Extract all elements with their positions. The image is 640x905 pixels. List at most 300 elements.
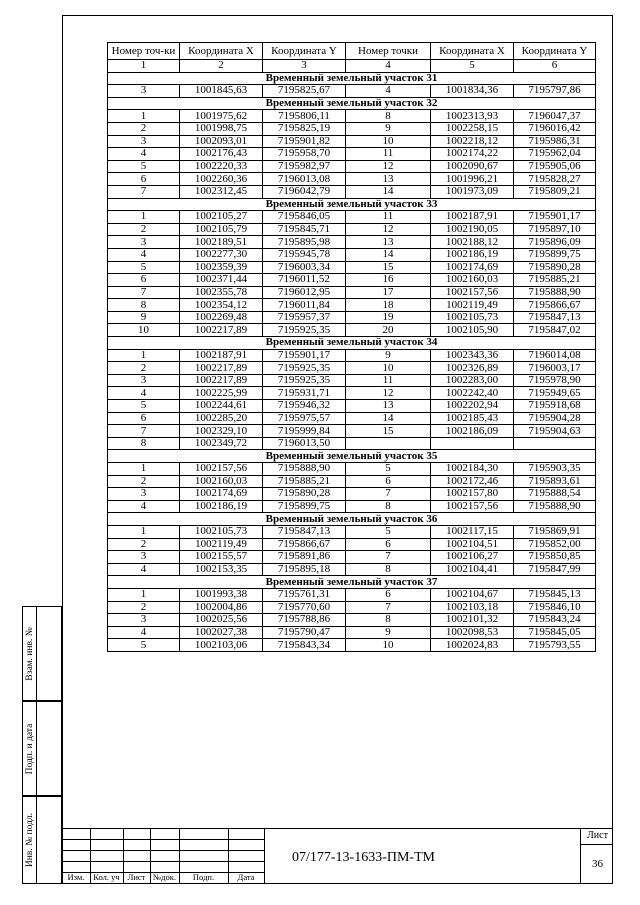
table-cell: 19 [346,311,431,324]
table-cell: 7195845,71 [263,223,346,236]
table-cell: 7195845,05 [514,626,596,639]
table-cell: 10 [346,639,431,652]
table-cell: 1002093,01 [180,135,263,148]
sidebar-podp-label: Подп. и дата [24,723,35,774]
table-cell: 1001996,21 [431,173,514,186]
table-cell: 7195946,32 [263,400,346,413]
stamp-label-podp: Подп. [192,872,215,882]
table-cell: 1002184,30 [431,463,514,476]
table-cell: 1002326,89 [431,362,514,375]
table-cell: 7195806,11 [263,110,346,123]
document-code: 07/177-13-1633-ПМ-ТМ [292,850,435,865]
table-row [108,122,596,135]
table-cell: 7195843,24 [514,614,596,627]
table-cell: 7195850,85 [514,551,596,564]
table-cell: 1 [108,525,180,538]
table-cell: 7195957,37 [263,311,346,324]
table-cell: 4 [108,500,180,513]
table-cell: 1002371,44 [180,274,263,287]
table-row [108,626,596,639]
table-cell: 7195845,13 [514,588,596,601]
table-cell: 12 [346,160,431,173]
table-cell: 7195825,67 [263,85,346,98]
table-cell: 11 [346,211,431,224]
table-cell: 7195897,10 [514,223,596,236]
section-title: Временный земельный участок 31 [108,72,596,85]
table-cell: 13 [346,236,431,249]
column-number-row [108,60,596,73]
table-cell: 4 [108,148,180,161]
table-cell: 7195949,65 [514,387,596,400]
table-cell: 1002217,89 [180,324,263,337]
column-number: 1 [108,60,180,73]
stamp-label-ndok: №док. [153,872,176,882]
table-cell: 7195790,47 [263,626,346,639]
table-cell: 1002188,12 [431,236,514,249]
table-row [108,601,596,614]
table-cell: 17 [346,286,431,299]
table-cell: 7195852,00 [514,538,596,551]
table-cell: 1002090,67 [431,160,514,173]
section-title: Временный земельный участок 32 [108,97,596,110]
table-cell: 1002187,91 [431,211,514,224]
table-row [108,311,596,324]
column-header: Координата X [180,43,263,60]
table-cell: 7 [108,425,180,438]
table-cell: 1002189,51 [180,236,263,249]
table-cell: 1002187,91 [180,349,263,362]
table-cell: 7195847,13 [514,311,596,324]
table-cell: 7195895,98 [263,236,346,249]
table-row [108,437,596,450]
table-cell: 1002105,90 [431,324,514,337]
table-cell: 1002103,18 [431,601,514,614]
table-cell: 7196011,84 [263,299,346,312]
table-cell: 1002117,15 [431,525,514,538]
table-cell: 7195885,21 [263,475,346,488]
table-cell: 1002025,56 [180,614,263,627]
table-cell: 1002277,30 [180,248,263,261]
section-row [108,97,596,110]
table-cell: 1002119,49 [431,299,514,312]
table-cell: 7196042,79 [263,185,346,198]
table-cell: 1002186,09 [431,425,514,438]
table-cell: 1002225,99 [180,387,263,400]
table-cell: 7195975,57 [263,412,346,425]
table-row [108,551,596,564]
table-cell: 7195901,82 [263,135,346,148]
table-cell: 13 [346,173,431,186]
table-cell: 1002313,93 [431,110,514,123]
table-cell: 10 [108,324,180,337]
table-cell: 3 [108,135,180,148]
table-cell: 1002354,12 [180,299,263,312]
stamp-label-data: Дата [237,872,255,882]
table-cell: 11 [346,148,431,161]
table-cell: 7195809,21 [514,185,596,198]
sheet-label: Лист [587,830,608,841]
sidebar-inv-label: Инв. № подл. [24,812,35,868]
table-cell: 7195846,05 [263,211,346,224]
table-row [108,173,596,186]
table-cell: 7196047,37 [514,110,596,123]
column-number: 5 [431,60,514,73]
table-cell: 7195770,60 [263,601,346,614]
table-cell: 7195986,31 [514,135,596,148]
table-cell: 8 [108,437,180,450]
table-cell: 7195761,31 [263,588,346,601]
table-cell: 6 [108,173,180,186]
stamp-label-kol: Кол. уч [93,872,120,882]
table-cell: 1 [108,463,180,476]
table-cell: 7196003,34 [263,261,346,274]
section-title: Временный земельный участок 36 [108,513,596,526]
table-cell: 3 [108,551,180,564]
table-cell: 7195847,13 [263,525,346,538]
header-row [108,43,596,60]
section-row [108,513,596,526]
table-cell: 20 [346,324,431,337]
table-cell: 1 [108,110,180,123]
table-cell: 7195896,09 [514,236,596,249]
table-cell: 7195793,55 [514,639,596,652]
table-cell: 1002155,57 [180,551,263,564]
table-cell: 2 [108,601,180,614]
table-cell: 2 [108,538,180,551]
sidebar-inv-cell [22,796,62,884]
table-cell: 7195847,99 [514,563,596,576]
section-title: Временный земельный участок 35 [108,450,596,463]
section-row [108,450,596,463]
table-cell: 1002176,43 [180,148,263,161]
table-cell: 11 [346,374,431,387]
table-cell: 1002343,36 [431,349,514,362]
table-cell: 1 [108,349,180,362]
table-cell: 7195958,70 [263,148,346,161]
table-cell: 5 [346,463,431,476]
table-row [108,110,596,123]
table-cell: 2 [108,223,180,236]
sidebar-podp-cell [22,701,62,796]
table-row [108,160,596,173]
table-cell: 7195866,67 [514,299,596,312]
table-row [108,286,596,299]
table-cell: 1002258,15 [431,122,514,135]
table-cell: 4 [346,85,431,98]
table-row [108,324,596,337]
table-cell: 1002027,38 [180,626,263,639]
table-row [108,374,596,387]
table-cell: 7195962,04 [514,148,596,161]
column-number: 2 [180,60,263,73]
table-cell: 3 [108,85,180,98]
table-cell: 7195931,71 [263,387,346,400]
table-cell: 13 [346,400,431,413]
table-cell: 7195893,61 [514,475,596,488]
table-cell: 7196013,50 [263,437,346,450]
table-row [108,538,596,551]
table-cell: 12 [346,223,431,236]
table-cell: 7195885,21 [514,274,596,287]
table-cell: 7196014,08 [514,349,596,362]
table-cell: 7195982,97 [263,160,346,173]
table-row [108,588,596,601]
table-cell: 7 [346,488,431,501]
section-row [108,337,596,350]
table-cell: 1002153,35 [180,563,263,576]
table-cell: 9 [108,311,180,324]
table-cell: 7195925,35 [263,324,346,337]
table-cell: 10 [346,135,431,148]
table-cell: 7195904,28 [514,412,596,425]
table-cell: 1002106,27 [431,551,514,564]
table-cell [514,437,596,450]
table-cell: 7 [108,185,180,198]
table-cell: 8 [346,500,431,513]
table-row [108,148,596,161]
column-header: Номер точки [346,43,431,60]
table-cell: 1002185,43 [431,412,514,425]
table-row [108,639,596,652]
table-row [108,299,596,312]
section-title: Временный земельный участок 37 [108,576,596,589]
table-cell [431,437,514,450]
table-row [108,85,596,98]
table-cell: 1002217,89 [180,362,263,375]
table-cell: 1002174,69 [431,261,514,274]
section-row [108,576,596,589]
table-cell: 7195888,90 [514,286,596,299]
table-cell: 7195925,35 [263,362,346,375]
table-cell: 8 [346,110,431,123]
table-cell: 7195797,86 [514,85,596,98]
table-cell: 15 [346,425,431,438]
table-cell: 1002269,48 [180,311,263,324]
table-cell: 15 [346,261,431,274]
table-cell: 8 [346,563,431,576]
table-cell: 1002004,86 [180,601,263,614]
table-cell: 1002098,53 [431,626,514,639]
table-cell: 7195888,54 [514,488,596,501]
table-cell: 7195847,02 [514,324,596,337]
table-row [108,488,596,501]
section-row [108,198,596,211]
table-cell: 1001973,09 [431,185,514,198]
table-row [108,525,596,538]
table-cell: 1002172,46 [431,475,514,488]
table-row [108,362,596,375]
table-cell: 7195904,63 [514,425,596,438]
table-cell: 1002104,41 [431,563,514,576]
stamp-label-izm: Изм. [67,872,85,882]
table-cell: 14 [346,185,431,198]
table-cell: 10 [346,362,431,375]
table-cell: 9 [346,626,431,639]
table-cell: 1002157,56 [180,463,263,476]
title-block [62,828,613,884]
table-cell: 7195901,17 [514,211,596,224]
table-cell: 1002174,22 [431,148,514,161]
table-cell: 1002244,61 [180,400,263,413]
column-number: 4 [346,60,431,73]
table-row [108,248,596,261]
table-cell: 7195888,90 [514,500,596,513]
table-cell: 7195846,10 [514,601,596,614]
table-cell: 5 [108,400,180,413]
table-cell: 1002218,12 [431,135,514,148]
table-cell: 16 [346,274,431,287]
table-cell: 7195843,34 [263,639,346,652]
table-cell: 8 [346,614,431,627]
table-cell: 7196012,95 [263,286,346,299]
table-cell: 5 [108,261,180,274]
table-cell: 14 [346,248,431,261]
table-row [108,135,596,148]
table-cell: 1002105,73 [180,525,263,538]
revision-grid [62,828,264,884]
table-row [108,236,596,249]
table-cell: 12 [346,387,431,400]
table-row [108,185,596,198]
table-cell: 18 [346,299,431,312]
table-cell: 7195945,78 [263,248,346,261]
table-cell: 1001834,36 [431,85,514,98]
table-cell: 4 [108,626,180,639]
table-cell: 7195869,91 [514,525,596,538]
section-row [108,72,596,85]
sheet-number: 36 [592,858,603,870]
table-cell: 1002285,20 [180,412,263,425]
table-cell: 7196003,17 [514,362,596,375]
table-cell: 7195901,17 [263,349,346,362]
table-cell: 1002220,33 [180,160,263,173]
table-cell: 1002104,51 [431,538,514,551]
table-cell: 7195788,86 [263,614,346,627]
column-header: Номер точ-ки [108,43,180,60]
table-cell: 1002260,36 [180,173,263,186]
table-cell: 1002024,83 [431,639,514,652]
table-cell: 7 [346,551,431,564]
table-cell: 4 [108,563,180,576]
table-cell: 1002157,80 [431,488,514,501]
table-cell: 7195828,27 [514,173,596,186]
table-cell: 1002160,03 [180,475,263,488]
column-number: 3 [263,60,346,73]
table-cell: 7195891,86 [263,551,346,564]
table-cell: 1002283,00 [431,374,514,387]
table-cell: 2 [108,122,180,135]
table-cell: 4 [108,387,180,400]
table-row [108,563,596,576]
table-cell: 1002157,56 [431,286,514,299]
table-cell: 6 [108,412,180,425]
table-cell: 6 [346,475,431,488]
table-cell: 1002202,94 [431,400,514,413]
table-cell: 1002101,32 [431,614,514,627]
section-title: Временный земельный участок 33 [108,198,596,211]
table-cell: 5 [108,160,180,173]
table-row [108,274,596,287]
table-cell: 1002186,19 [180,500,263,513]
table-cell: 1002349,72 [180,437,263,450]
table-cell: 1 [108,211,180,224]
table-cell: 3 [108,614,180,627]
left-margin-stamp [22,606,62,884]
table-cell: 1002105,27 [180,211,263,224]
sidebar-vzam-label: Взам. инв. № [24,626,35,681]
table-row [108,211,596,224]
table-cell: 4 [108,248,180,261]
table-cell: 9 [346,122,431,135]
table-cell: 7195999,84 [263,425,346,438]
table-cell: 1002242,40 [431,387,514,400]
table-cell: 1 [108,588,180,601]
table-cell: 7195903,35 [514,463,596,476]
table-cell: 1002312,45 [180,185,263,198]
table-cell: 7195825,19 [263,122,346,135]
table-cell: 5 [108,639,180,652]
sheet-box [580,828,614,884]
table-cell: 7 [346,601,431,614]
table-row [108,614,596,627]
table-cell: 2 [108,475,180,488]
table-row [108,387,596,400]
table-cell: 3 [108,374,180,387]
table-cell: 1001975,62 [180,110,263,123]
table-cell: 1001845,63 [180,85,263,98]
table-cell: 1002329,10 [180,425,263,438]
table-row [108,349,596,362]
table-cell: 6 [346,588,431,601]
table-cell: 7195890,28 [263,488,346,501]
column-number: 6 [514,60,596,73]
table-cell: 1002186,19 [431,248,514,261]
table-row [108,500,596,513]
table-cell: 1002190,05 [431,223,514,236]
table-cell: 6 [346,538,431,551]
table-cell: 1002105,79 [180,223,263,236]
table-cell: 2 [108,362,180,375]
table-cell: 3 [108,488,180,501]
table-cell: 1002157,56 [431,500,514,513]
table-cell: 7195918,68 [514,400,596,413]
table-cell: 7196016,42 [514,122,596,135]
table-cell: 7195978,90 [514,374,596,387]
table-cell: 1002103,06 [180,639,263,652]
table-row [108,261,596,274]
table-cell: 9 [346,349,431,362]
table-cell: 1002105,73 [431,311,514,324]
table-cell: 1002355,78 [180,286,263,299]
table-cell: 14 [346,412,431,425]
table-cell: 7195899,75 [263,500,346,513]
table-cell: 1002217,89 [180,374,263,387]
column-header: Координата X [431,43,514,60]
table-cell: 7195890,28 [514,261,596,274]
table-cell: 1002174,69 [180,488,263,501]
table-row [108,463,596,476]
table-cell: 6 [108,274,180,287]
table-cell: 7195899,75 [514,248,596,261]
coordinates-table [107,42,596,652]
table-row [108,425,596,438]
table-cell [346,437,431,450]
table-cell: 7195905,06 [514,160,596,173]
table-row [108,400,596,413]
table-cell: 7196013,08 [263,173,346,186]
table-cell: 7 [108,286,180,299]
table-cell: 1002104,67 [431,588,514,601]
